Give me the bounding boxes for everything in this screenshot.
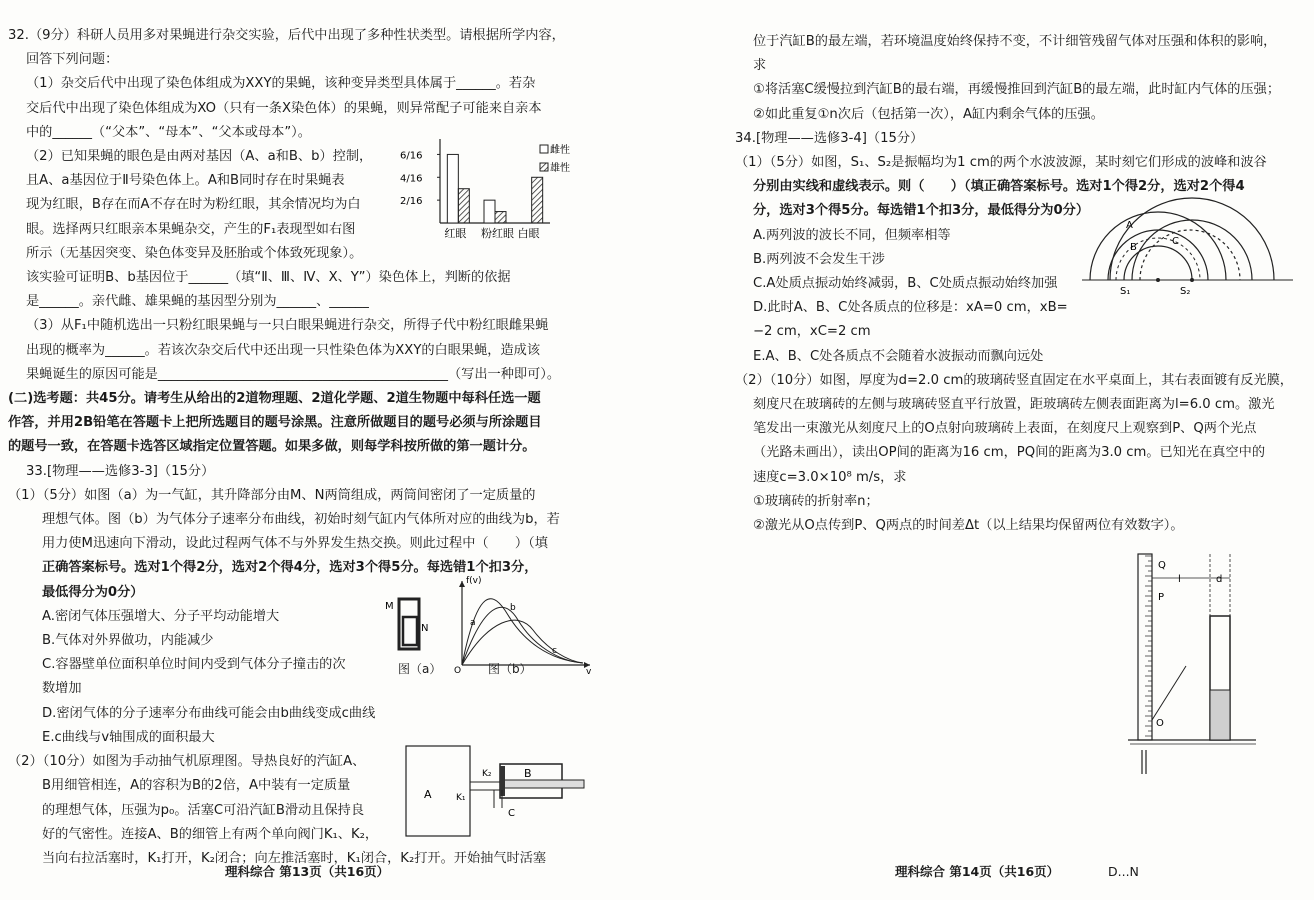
q34-part1: （1）（5分）如图，S₁、S₂是振幅均为1 cm的两个水波波源，某时刻它们形成的波峰和波谷 [735, 155, 1267, 171]
q33-part1-line5: 最低得分为0分） [42, 584, 144, 600]
q34-part2-line4: （光路未画出），读出OP间的距离为16 cm，PQ间的距离为3.0 cm。已知光在真空中的 [753, 445, 1266, 461]
legend-label-female: 雌性 [550, 145, 570, 157]
q33-part2-block [8, 750, 593, 871]
left-page [8, 24, 593, 871]
valve-k2-label: K₂ [482, 769, 492, 780]
q32-stem-2: 回答下列问题： [26, 52, 119, 68]
y-tick-label: 2/16 [400, 196, 423, 208]
q34-part2: （2）（10分）如图，厚度为d=2.0 cm的玻璃砖竖直固定在水平桌面上，其右表面镀有反光膜， [735, 372, 1293, 388]
elective-instructions-3: 的题号一致，在答题卡选答区域指定位置答题。如果多做，则每学科按所做的第一题计分。 [8, 439, 536, 455]
q34-option-d-2: −2 cm，xC=2 cm [753, 324, 871, 340]
q33-continued-4: ②如此重复①n次后（包括第一次），A缸内剩余气体的压强。 [753, 106, 1104, 122]
q34-option-e: E.A、B、C处各质点不会随着水波振动而飘向远处 [753, 348, 1044, 364]
q33-option-a: A.密闭气体压强增大、分子平均动能增大 [42, 608, 280, 624]
q33-option-c-2: 数增加 [42, 681, 82, 697]
q33-part1-line2: 理想气体。图（b）为气体分子速率分布曲线，初始时刻气缸内气体所对应的曲线为b，若 [42, 512, 560, 528]
q34-heading: 34.[物理——选修3-4]（15分） [735, 130, 924, 146]
q32-part2-line5: 所示（无基因突变、染色体变异及胚胎或个体致死现象）。 [26, 245, 363, 261]
cylinder-b-label: B [524, 767, 532, 781]
q34-part1-line3: 分，选对3个得5分。每选错1个扣3分，最低得分为0分） [753, 203, 1090, 219]
glass-brick-figure [1128, 548, 1258, 778]
bar [484, 200, 495, 223]
q33-part2: （2）（10分）如图为手动抽气机原理图。导热良好的汽缸A、 [8, 754, 366, 770]
q32-part1: （1）杂交后代中出现了染色体组成为XXY的果蝇，该种变异类型具体属于______。若杂 [26, 76, 536, 92]
legend-swatch-female [540, 145, 548, 153]
q34-part1-line2: 分别由实线和虚线表示。则（ ）（填正确答案标号。选对1个得2分，选对2个得4 [753, 179, 1245, 195]
q34-part2-line5: 速度c=3.0×10⁸ m/s，求 [753, 469, 907, 485]
q33-part1-line3: 用力使M迅速向下滑动，设此过程两气体不与外界发生热交换。则此过程中（ ）（填 [42, 536, 548, 552]
figure-a-caption: 图（a） [398, 661, 442, 676]
legend-label-male: 雄性 [550, 163, 570, 175]
curve-a-label: a [470, 617, 476, 628]
q33-continued-3: ①将活塞C缓慢拉到汽缸B的最右端，再缓慢推回到汽缸B的最左端，此时缸内气体的压强； [753, 82, 1281, 98]
q33-option-b: B.气体对外界做功，内能减少 [42, 633, 214, 649]
q32-part1-line3: 中的______（“父本”、“母本”、“父本或母本”）。 [26, 124, 311, 140]
q34-part2-line2: 刻度尺在玻璃砖的左侧与玻璃砖竖直平行放置，距玻璃砖左侧表面距离为l=6.0 cm。激光 [753, 397, 1275, 413]
q34-part2-line6: ①玻璃砖的折射率n； [753, 493, 879, 509]
elective-instructions-2: 作答，并用2B铅笔在答题卡上把所选题目的题号涂黑。注意所做题目的题号必须与所涂题目 [8, 415, 542, 431]
q34-part2-line7: ②激光从O点传到P、Q两点的时间差Δt（以上结果均保留两位有效数字）。 [753, 518, 1184, 534]
q32-part2-line2: 且A、a基因位于Ⅱ号染色体上。A和B同时存在时果蝇表 [26, 173, 345, 189]
q34-part2-line3: 笔发出一束激光从刻度尺上的O点射向玻璃砖上表面，在刻度尺上观察到P、Q两个光点 [753, 421, 1257, 437]
curve-c-label: c [552, 645, 557, 656]
q32-part2: （2）已知果蝇的眼色是由两对基因（A、a和B、b）控制， [26, 149, 373, 165]
eye-color-bar-chart [400, 139, 590, 267]
q33-option-e: E.c曲线与v轴围成的面积最大 [42, 729, 215, 745]
q32-part3: （3）从F₁中随机选出一只粉红眼果蝇与一只白眼果蝇进行杂交，所得子代中粉红眼雌果蝇 [26, 318, 549, 334]
q32-part2-line4: 眼。选择两只红眼亲本果蝇杂交，产生的F₁表现型如右图 [26, 221, 356, 237]
point-a-label: A [1126, 219, 1133, 231]
x-category-label: 红眼 [444, 227, 467, 241]
thickness-d-label: d [1216, 574, 1223, 585]
q33-part2-line2: B用细管相连，A的容积为B的2倍，A中装有一定质量 [42, 778, 351, 794]
q33-part1-line4: 正确答案标号。选对1个得2分，选对2个得4分，选对3个得5分。每选错1个扣3分， [42, 560, 538, 576]
q33-part2-line4: 好的气密性。连接A、B的细管上有两个单向阀门K₁、K₂， [42, 826, 379, 842]
elective-instructions: (二)选考题：共45分。请考生从给出的2道物理题、2道化学题、2道生物题中每科任选一题 [8, 391, 541, 407]
piston-c-label: C [508, 808, 515, 820]
q32-part2-line7: 是______。亲代雌、雄果蝇的基因型分别为______、______ [26, 294, 369, 310]
ruler [1138, 554, 1152, 740]
q34-option-b: B.两列波不会发生干涉 [753, 251, 885, 267]
point-o-label: O [1156, 718, 1164, 729]
bar [458, 189, 469, 223]
q33-part1: （1）（5分）如图（a）为一气缸，其升降部分由M、N两筒组成，两筒间密闭了一定质量的 [8, 487, 536, 503]
source-s1-label: S₁ [1120, 285, 1131, 294]
point-q-label: Q [1158, 560, 1166, 571]
label-fv: f(v) [466, 575, 482, 586]
point-c-label: C [1172, 235, 1179, 247]
x-category-label: 粉红眼 [481, 227, 514, 241]
point-b-label: B [1130, 241, 1137, 253]
q32-part3-line3: 果蝇诞生的原因可能是____________________________________________（写出一种即可）。 [26, 366, 561, 382]
point-p-label: P [1158, 592, 1165, 603]
y-tick-label: 4/16 [400, 173, 423, 185]
bar [447, 154, 458, 223]
valve-k1-label: K₁ [456, 793, 466, 804]
q32-stem: 32.（9分）科研人员用多对果蝇进行杂交实验，后代中出现了多种性状类型。请根据所学内容， [8, 28, 565, 43]
y-tick-label: 6/16 [400, 150, 423, 162]
air-pump-figure [404, 744, 589, 844]
q33-continued: 位于汽缸B的最左端，若环境温度始终保持不变，不计细管残留气体对压强和体积的影响， [753, 34, 1277, 49]
distance-l-label: l [1178, 574, 1181, 585]
q32-part1-line2: 交后代中出现了染色体组成为XO（只有一条X染色体）的果蝇，则异常配子可能来自亲本 [26, 100, 542, 116]
q32-part2-block [8, 145, 593, 266]
cylinder-a-label: A [424, 788, 432, 802]
label-v: v [586, 666, 592, 675]
curve-b-label: b [510, 602, 516, 613]
q32-part2-line3: 现为红眼，B存在而A不存在时为粉红眼，其余情况均为白 [26, 197, 361, 213]
source-s2-label: S₂ [1180, 285, 1191, 294]
water-wave-figure [1080, 184, 1295, 294]
label-o: O [454, 665, 462, 675]
x-category-label: 白眼 [517, 227, 540, 241]
q34-options-block [735, 219, 1300, 369]
bar [495, 212, 506, 223]
right-page-footer-mark: D...N [1108, 864, 1139, 879]
label-n: N [421, 622, 429, 634]
bar [532, 177, 543, 223]
q34-option-a: A.两列波的波长不同，但频率相等 [753, 227, 951, 243]
legend-swatch-male [540, 163, 548, 171]
q33-option-c: C.容器壁单位面积单位时间内受到气体分子撞击的次 [42, 657, 346, 673]
label-m: M [385, 600, 394, 612]
q33-option-d: D.密闭气体的分子速率分布曲线可能会由b曲线变成c曲线 [42, 705, 376, 721]
q32-part2-line6: 该实验可证明B、b基因位于______（填“Ⅱ、Ⅲ、Ⅳ、X、Y”）染色体上，判断的依据 [26, 270, 511, 286]
q34-option-c: C.A处质点振动始终减弱，B、C处质点振动始终加强 [753, 276, 1058, 292]
q33-part2-line3: 的理想气体，压强为p₀。活塞C可沿汽缸B滑动且保持良 [42, 802, 365, 818]
right-page-footer: 理科综合 第14页（共16页） [895, 864, 1060, 879]
q33-continued-2: 求 [753, 58, 767, 74]
q32-part3-line2: 出现的概率为______。若该次杂交后代中还出现一只性染色体为XXY的白眼果蝇，造成该 [26, 342, 541, 358]
right-page [735, 30, 1300, 538]
q33-heading: 33.[物理——选修3-3]（15分） [26, 463, 215, 479]
q34-option-d: D.此时A、B、C处各质点的位移是：xA=0 cm，xB= [753, 300, 1068, 316]
figure-b-caption: 图（b） [488, 661, 532, 676]
q33-part2-line5: 当向右拉活塞时，K₁打开，K₂闭合；向左推活塞时，K₁闭合，K₂打开。开始抽气时活塞 [42, 850, 547, 866]
left-page-footer: 理科综合 第13页（共16页） [225, 864, 390, 879]
